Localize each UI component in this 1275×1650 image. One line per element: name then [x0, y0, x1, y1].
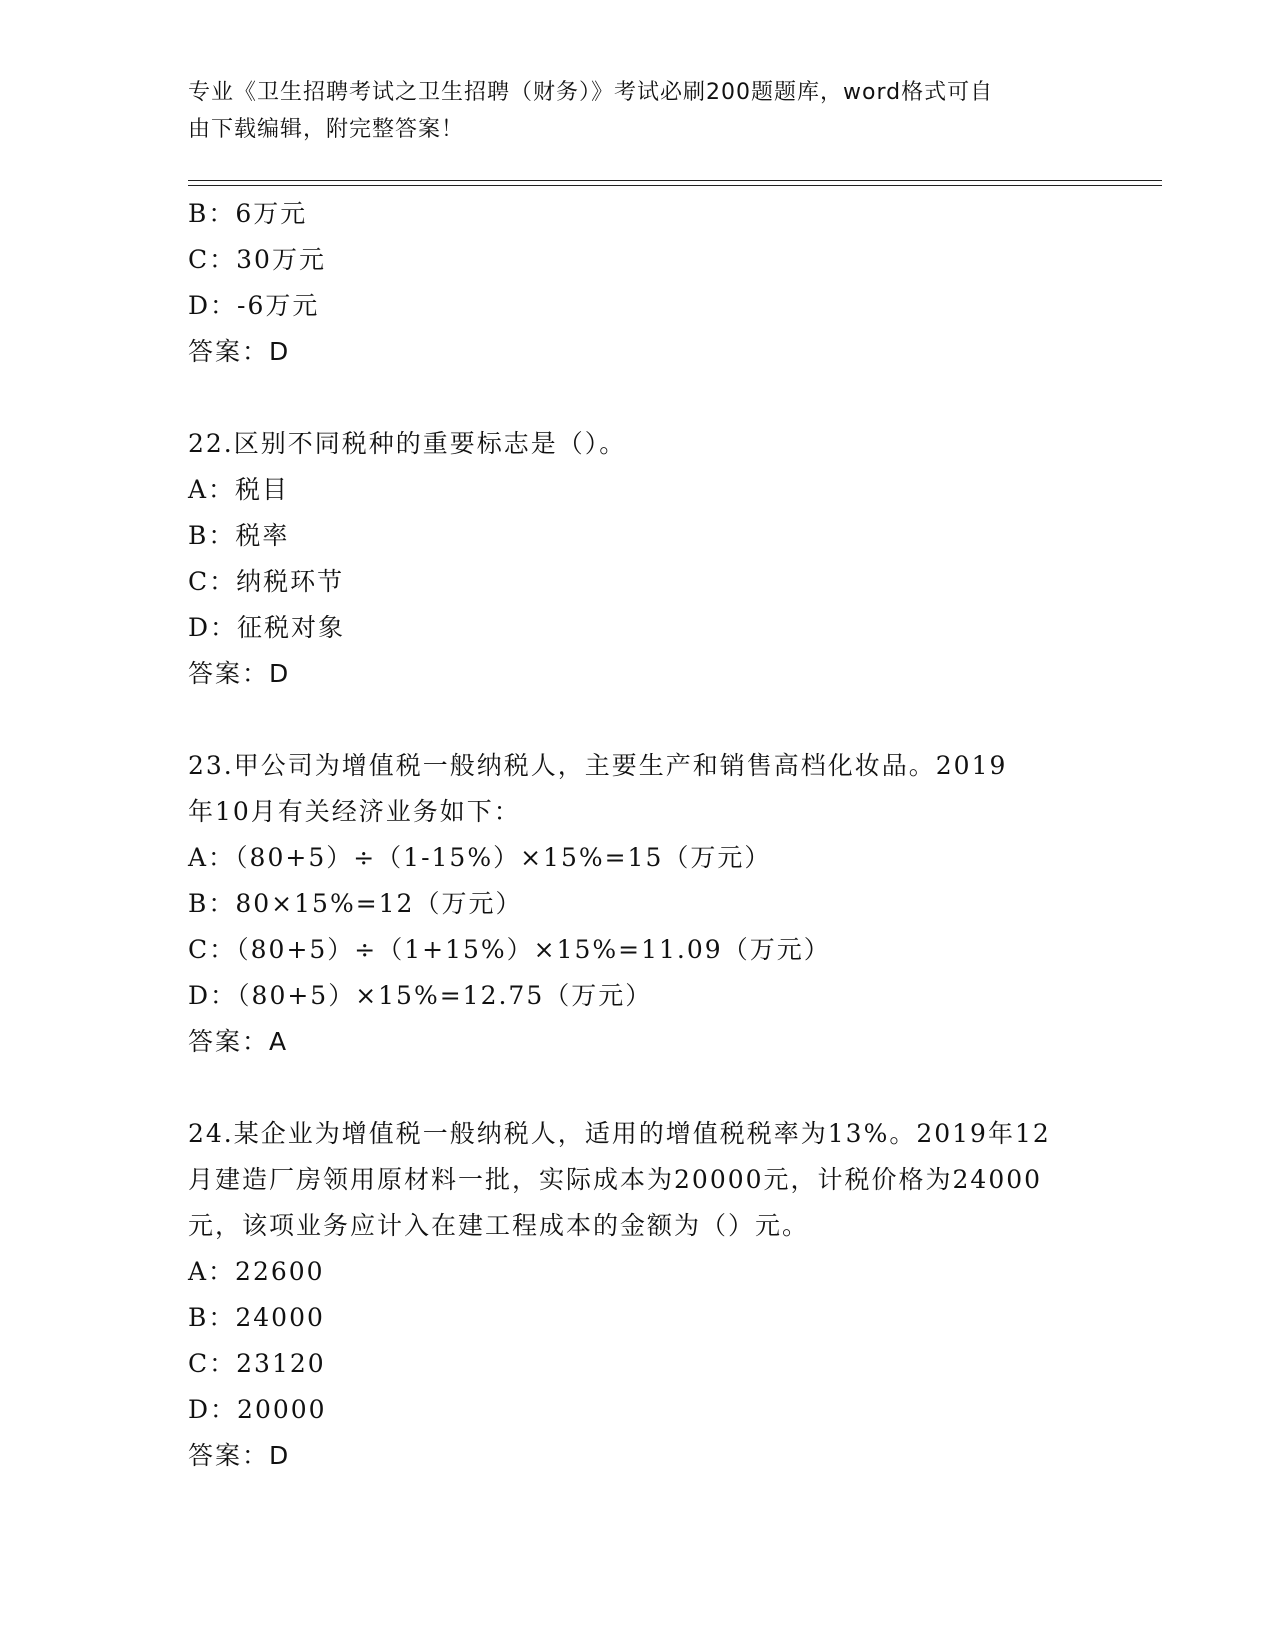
option-d: D：-6万元: [188, 291, 320, 320]
option-c: C：30万元: [188, 245, 326, 274]
question-text: 22.区别不同税种的重要标志是（）。: [188, 429, 627, 458]
option-b: B：24000: [188, 1303, 325, 1332]
option-d: D：征税对象: [188, 613, 346, 642]
header-rule-bottom: [188, 185, 1162, 186]
header-line-2: 由下载编辑，附完整答案！: [188, 117, 465, 142]
option-a: A：（80+5）÷（1-15%）×15%=15（万元）: [188, 843, 772, 872]
answer-line: 答案：D: [188, 337, 291, 366]
question-24: [188, 1111, 1088, 1479]
option-a: A：22600: [188, 1257, 325, 1286]
header-line-1: 专业《卫生招聘考试之卫生招聘（财务）》考试必刷200题题库，word格式可自: [188, 80, 994, 105]
option-d: D：（80+5）×15%=12.75（万元）: [188, 981, 653, 1010]
option-a: A：税目: [188, 475, 290, 504]
answer-line: 答案：A: [188, 1027, 289, 1056]
question-content: [188, 191, 1088, 1479]
question-text-line-1: 23.甲公司为增值税一般纳税人，主要生产和销售高档化妆品。2019: [188, 751, 1008, 780]
answer-line: 答案：D: [188, 1441, 291, 1470]
spacer: [188, 697, 1088, 743]
option-c: C：（80+5）÷（1+15%）×15%=11.09（万元）: [188, 935, 831, 964]
option-b: B：80×15%=12（万元）: [188, 889, 523, 918]
answer-line: 答案：D: [188, 659, 291, 688]
question-text-line-2: 月建造厂房领用原材料一批，实际成本为20000元，计税价格为24000: [188, 1165, 1043, 1194]
question-text-line-2: 年10月有关经济业务如下：: [188, 797, 521, 826]
option-c: C：23120: [188, 1349, 326, 1378]
option-b: B：6万元: [188, 199, 308, 228]
option-d: D：20000: [188, 1395, 327, 1424]
header-rule-top: [188, 180, 1162, 181]
question-23: [188, 743, 1088, 1065]
document-header: [188, 74, 1068, 148]
question-21-tail: [188, 191, 1088, 375]
spacer: [188, 375, 1088, 421]
question-22: [188, 421, 1088, 697]
question-text-line-3: 元，该项业务应计入在建工程成本的金额为（）元。: [188, 1211, 810, 1240]
option-c: C：纳税环节: [188, 567, 345, 596]
spacer: [188, 1065, 1088, 1111]
option-b: B：税率: [188, 521, 290, 550]
question-text-line-1: 24.某企业为增值税一般纳税人，适用的增值税税率为13%。2019年12: [188, 1119, 1051, 1148]
